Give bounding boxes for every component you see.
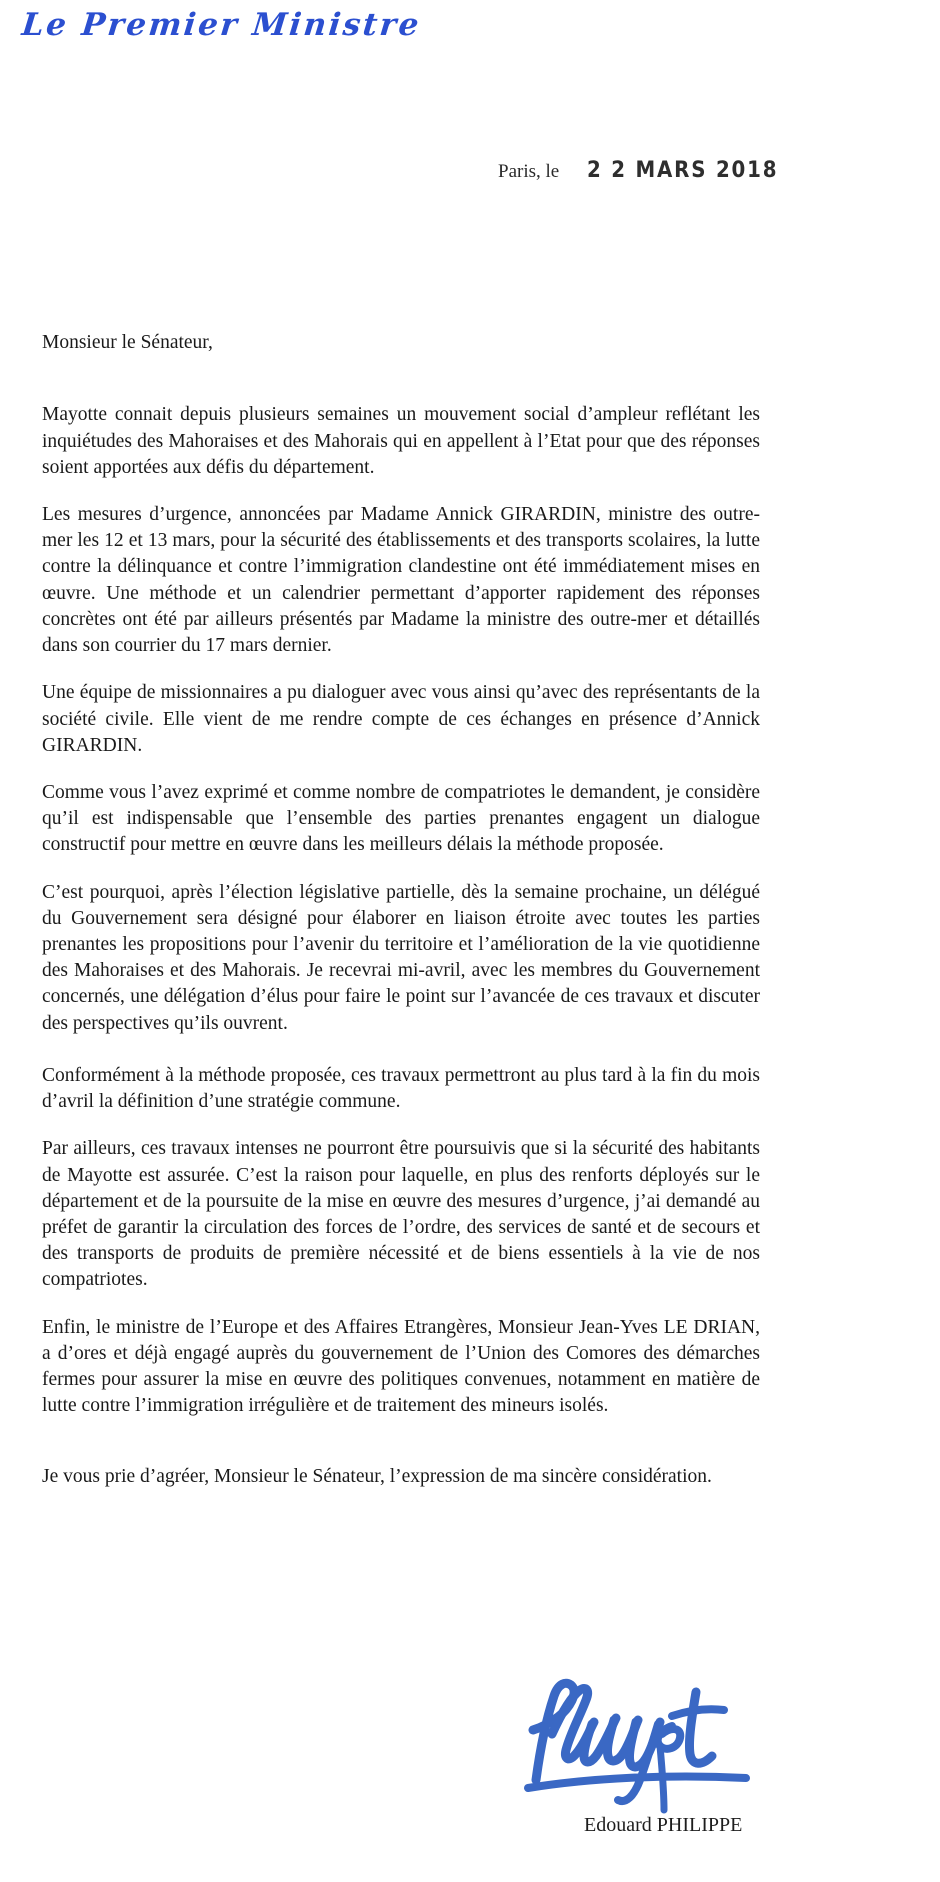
body-paragraph: C’est pourquoi, après l’élection législative partielle, dès la semaine prochaine, un délégué du Gouvernement sera désigné pour élaborer en liaison étroite avec toutes les parties prenantes les propositions pour l’avenir du territoire et l’amélioration de la vie quotidienne des Mahoraises et des Mahorais. Je recevrai mi-avril, avec les membres du Gouvernement concernés, une délégation d’élus pour faire le point sur l’avancée de ces travaux et discuter des perspectives qu’ils ouvrent. [42,881,760,1034]
body-paragraph: Par ailleurs, ces travaux intenses ne pourront être poursuivis que si la sécurité des habitants de Mayotte est assurée. C’est la raison pour laquelle, en plus des renforts déployés sur le département et de la poursuite de la mise en œuvre des mesures d’urgence, j’ai demandé au préfet de garantir la circulation des forces de l’ordre, des services de santé et de secours et des transports de produits de première nécessité et de biens essentiels à la vie de nos compatriotes. [42,1138,760,1291]
letter-body [42,330,760,1490]
dateline [498,158,800,183]
body-paragraph: Comme vous l’avez exprimé et comme nombre de compatriotes le demandent, je considère qu’il est indispensable que l’ensemble des parties prenantes engagent un dialogue constructif pour mettre en œuvre dans les meilleurs délais la méthode proposée. [42,781,760,856]
signatory-name: Edouard PHILIPPE [584,1814,743,1836]
body-paragraph: Enfin, le ministre de l’Europe et des Affaires Etrangères, Monsieur Jean-Yves LE DRIAN, a d’ores et déjà engagé auprès du gouvernement de l’Union des Comores des démarches fermes pour assurer la mise en œuvre des politiques convenues, notamment en matière de lutte contre l’immigration irrégulière et de traitement des mineurs isolés. [42,1316,760,1417]
body-paragraph: Conformément à la méthode proposée, ces travaux permettront au plus tard à la fin du mois d’avril la définition d’une stratégie commune. [42,1064,760,1113]
salutation: Monsieur le Sénateur, [42,332,213,353]
letterhead-title: Le Premier Ministre [20,7,423,43]
body-paragraph: Les mesures d’urgence, annoncées par Madame Annick GIRARDIN, ministre des outre-mer les 12 et 13 mars, pour la sécurité des établissements et des transports scolaires, la lutte contre la délinquance et contre l’immigration clandestine ont été immédiatement mises en œuvre. Une méthode et un calendrier permettant d’apporter rapidement des réponses concrètes ont été par ailleurs présentés par Madame la ministre des outre-mer et détaillés dans son courrier du 17 mars dernier. [42,503,760,657]
handwritten-signature-icon [500,1672,800,1822]
date-stamp: 2 2 MARS 2018 [587,158,779,183]
letterhead [22,8,542,60]
body-paragraph: Une équipe de missionnaires a pu dialoguer avec vous ainsi qu’avec des représentants de la société civile. Elle vient de me rendre compte de ces échanges en présence d’Annick GIRARDIN. [42,682,760,756]
body-paragraph: Mayotte connait depuis plusieurs semaines un mouvement social d’ampleur reflétant les inquiétudes des Mahoraises et des Mahorais qui en appellent à l’Etat pour que des réponses soient apportées aux défis du département. [42,404,760,478]
signature-block [500,1672,830,1862]
closing-formula: Je vous prie d’agréer, Monsieur le Sénateur, l’expression de ma sincère considération. [42,1465,712,1487]
dateline-city: Paris, le [498,161,560,182]
